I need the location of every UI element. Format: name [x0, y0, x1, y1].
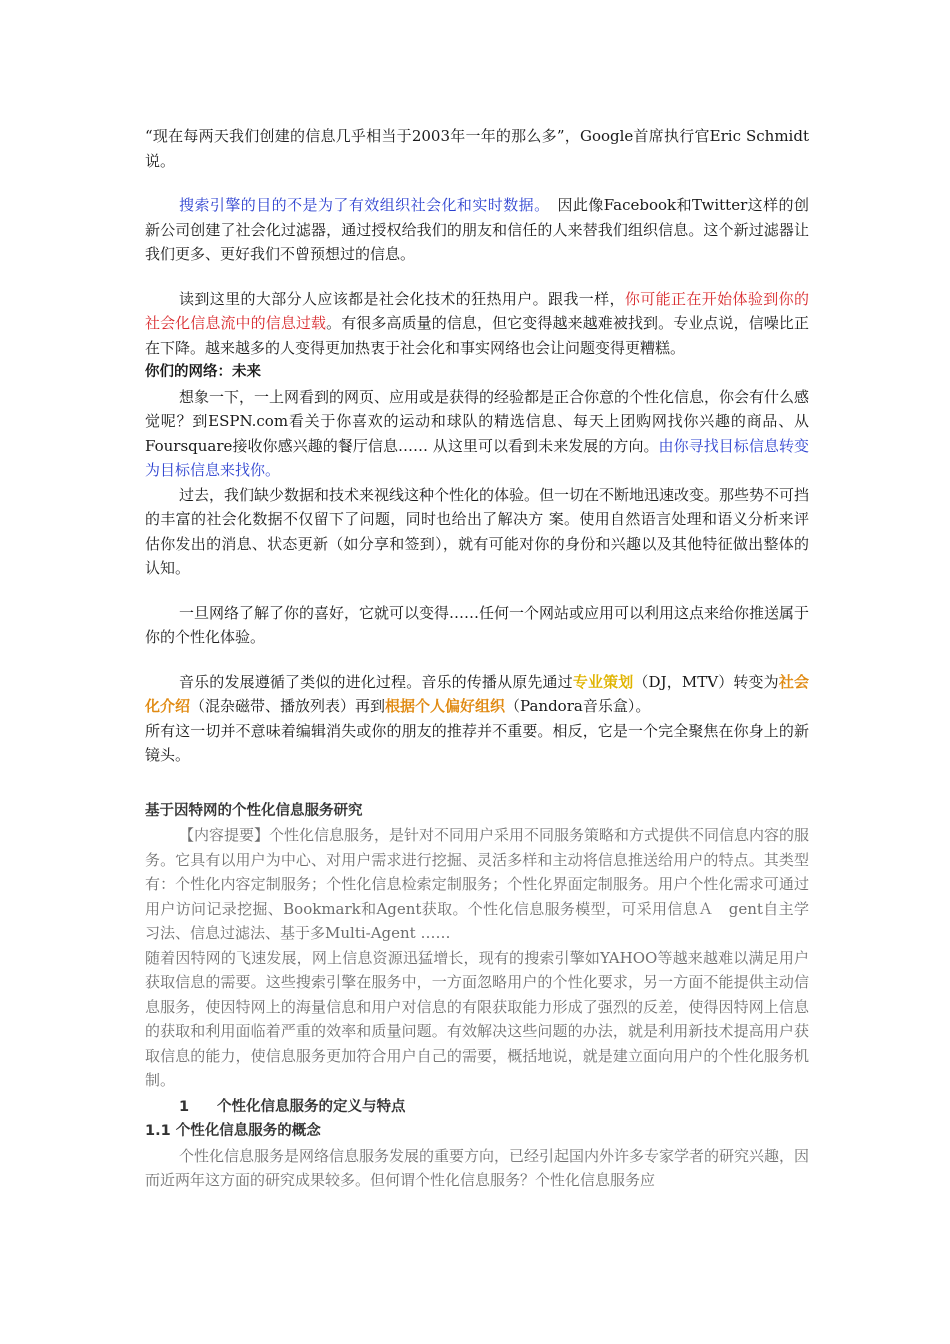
section-1-1-body: 个性化信息服务是网络信息服务发展的重要方向，已经引起国内外许多专家学者的研究兴趣，因而近两年这方面的研究成果较多。但何谓个性化信息服务？个性化信息服务应	[145, 1146, 810, 1189]
heading-future: 你们的网络：未来	[145, 364, 261, 380]
paragraph-text: 想象一下，一上网看到的网页、应用或是获得的经验都是正合你意的个性化信息，你会有什么感觉呢？到ESPN.com看关于你喜欢的运动和球队的精选信息、每天上团购网找你兴趣的商品、从Foursquare接收你感兴趣的餐厅信息…… 从这里可以看到未来发展的方向。	[145, 387, 810, 455]
conclusion-paragraph: 所有这一切并不意味着编辑消失或你的朋友的推荐并不重要。相反，它是一个完全聚焦在你身上的新镜头。	[145, 721, 809, 764]
quote-paragraph: “现在每两天我们创建的信息几乎相当于2003年一年的那么多”，Google首席执行官Eric Schmidt说。	[145, 127, 809, 170]
abstract-paragraph: 【内容提要】个性化信息服务，是针对不同用户采用不同服务策略和方式提供不同信息内容的服务。它具有以用户为中心、对用户需求进行挖掘、灵活多样和主动将信息推送给用户的特点。其类型有：个性化内容定制服务；个性化信息检索定制服务；个性化界面定制服务。用户个性化需求可通过用户访问记录挖掘、Bookmark和Agent获取。个性化信息服务模型，可采用信息Ａ gent自主学习法、信息过滤法、基于多Multi-Agent ……	[145, 826, 810, 942]
paragraph-text: （混杂磁带、播放列表）再到	[190, 697, 386, 715]
highlight-social: 社会化介绍	[145, 672, 809, 715]
article-body-paragraph: 随着因特网的飞速发展，网上信息资源迅猛增长，现有的搜索引擎如YAHOO等越来越难以满足用户获取信息的需要。这些搜索引擎在服务中，一方面忽略用户的个性化要求，另一方面不能提供主动信息服务，使因特网上的海量信息和用户对信息的有限获取能力形成了强烈的反差，使得因特网上信息的获取和利用面临着严重的效率和质量问题。有效解决这些问题的办法，就是利用新技术提高用户获取信息的能力，使信息服务更加符合用户自己的需要，概括地说，就是建立面向用户的个性化服务机制。	[145, 948, 809, 1089]
section-1-1-heading: 1.1 个性化信息服务的概念	[145, 1123, 321, 1139]
search-engine-paragraph	[145, 193, 809, 267]
overload-paragraph	[145, 287, 809, 361]
highlight-professional: 专业策划	[572, 672, 634, 691]
article-title: 基于因特网的个性化信息服务研究	[145, 802, 363, 819]
highlight-personal: 根据个人偏好组织	[385, 697, 506, 715]
section-title: 个性化信息服务的定义与特点	[217, 1098, 406, 1115]
paragraph-text: （Pandora音乐盒）。	[505, 697, 651, 715]
preference-paragraph: 一旦网络了解了你的喜好，它就可以变得……任何一个网站或应用可以利用这点来给你推送属于你的个性化体验。	[145, 603, 810, 646]
highlight-blue: 由你寻找目标信息转变为目标信息来找你。	[145, 436, 809, 479]
highlight-red: 你可能正在开始体验到你的社会化信息流中的信息过载	[145, 289, 809, 332]
paragraph-text: 读到这里的大部分人应该都是社会化技术的狂热用户。跟我一样，	[179, 289, 625, 308]
paragraph-text: 因此像Facebook和Twitter这样的创新公司创建了社会化过滤器，通过授权给我们的朋友和信任的人来替我们组织信息。这个新过滤器让我们更多、更好我们不曾预想过的信息。	[145, 196, 809, 263]
future-paragraph	[145, 385, 809, 483]
paragraph-text: 。有很多高质量的信息，但它变得越来越难被找到。专业点说，信噪比正在下降。越来越多的人变得更加热衷于社会化和事实网络也会让问题变得更糟糕。	[145, 314, 809, 357]
paragraph-text: （DJ，MTV）转变为	[633, 672, 779, 691]
paragraph-text: 音乐的发展遵循了类似的进化过程。音乐的传播从原先通过	[179, 672, 573, 691]
highlight-blue: 搜索引擎的目的不是为了有效组织社会化和实时数据。	[179, 196, 543, 214]
past-paragraph: 过去，我们缺少数据和技术来视线这种个性化的体验。但一切在不断地迅速改变。那些势不可挡的丰富的社会化数据不仅留下了问题，同时也给出了解决方 案。使用自然语言处理和语义分析来评估你发出的消息、状态更新（如分享和签到），就有可能对你的身份和兴趣以及其他特征做出整体的认知。	[145, 485, 810, 577]
section-1-heading	[145, 1095, 809, 1120]
section-number: 1	[179, 1098, 190, 1115]
music-paragraph	[145, 670, 809, 719]
document-body	[145, 124, 809, 1193]
